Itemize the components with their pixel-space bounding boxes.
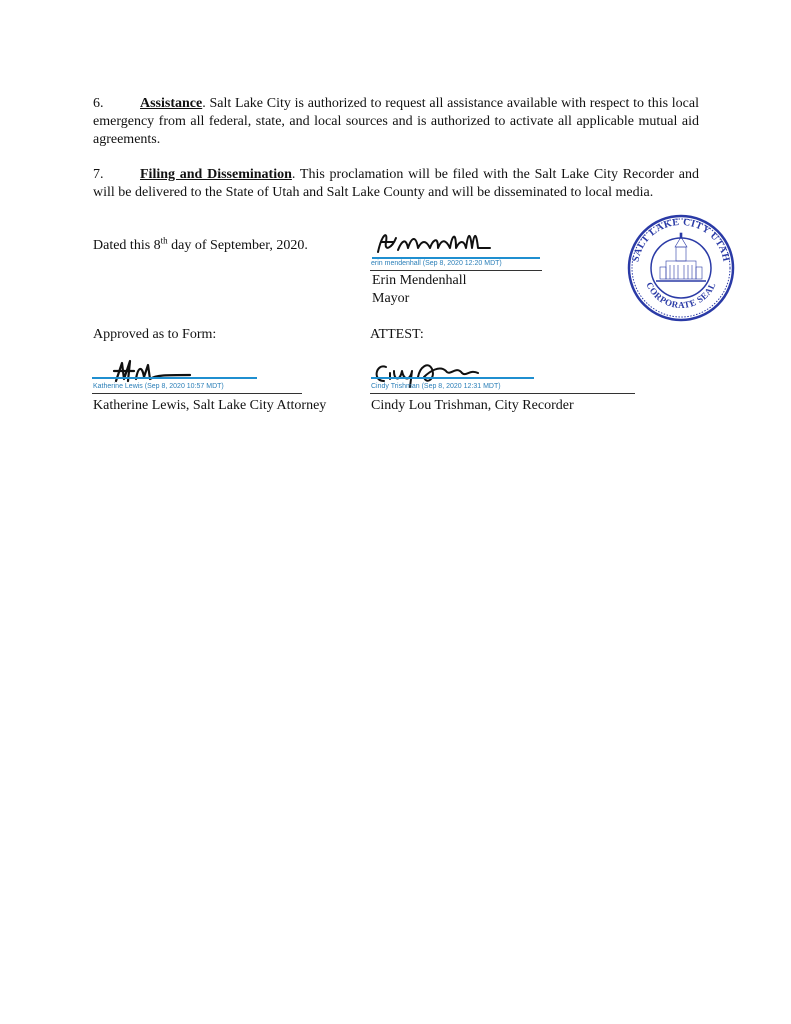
section-filing-dissemination bbox=[93, 166, 699, 202]
section-heading: Assistance bbox=[140, 96, 203, 111]
attorney-signature-line bbox=[92, 393, 302, 394]
mayor-signature-line bbox=[370, 270, 542, 271]
svg-text:CORPORATE SEAL bbox=[644, 280, 717, 310]
svg-text:SALT LAKE CITY UTAH bbox=[630, 217, 731, 263]
seal-top-text: SALT LAKE CITY UTAH bbox=[630, 216, 732, 263]
attorney-esign-underline bbox=[92, 377, 257, 379]
seal-bottom-text: CORPORATE SEAL bbox=[644, 280, 718, 311]
attest-label: ATTEST: bbox=[370, 327, 424, 342]
recorder-name-title: Cindy Lou Trishman, City Recorder bbox=[371, 398, 574, 413]
dated-prefix: Dated this 8 bbox=[93, 238, 161, 253]
section-heading: Filing and Dissemination bbox=[140, 167, 292, 182]
section-assistance bbox=[93, 95, 699, 149]
mayor-name: Erin Mendenhall bbox=[372, 273, 467, 288]
approved-as-to-form-label: Approved as to Form: bbox=[93, 327, 217, 342]
section-number: 6. bbox=[93, 96, 104, 111]
dated-line bbox=[93, 237, 308, 255]
dated-ordinal-suffix: th bbox=[160, 235, 168, 246]
mayor-signature bbox=[372, 226, 512, 260]
recorder-esign-underline bbox=[371, 377, 534, 379]
recorder-signature-line bbox=[370, 393, 635, 394]
recorder-esign-caption: Cindy Trishman (Sep 8, 2020 12:31 MDT) bbox=[371, 383, 501, 390]
mayor-title: Mayor bbox=[372, 291, 410, 306]
attorney-name-title: Katherine Lewis, Salt Lake City Attorney bbox=[93, 398, 327, 413]
section-body: . This proclamation will be filed with the Salt Lake City Recorder and will be delivered to the State of Utah and Salt Lake County and will be disseminated to local media. bbox=[93, 167, 699, 200]
section-body: . Salt Lake City is authorized to request all assistance available with respect to this local emergency from all federal, state, and local sources and is authorized to activate all applicable mutual aid agreements. bbox=[93, 96, 699, 147]
attorney-esign-caption: Katherine Lewis (Sep 8, 2020 10:57 MDT) bbox=[93, 383, 224, 390]
corporate-seal bbox=[620, 213, 742, 323]
mayor-esign-caption: erin mendenhall (Sep 8, 2020 12:20 MDT) bbox=[371, 260, 502, 267]
dated-rest: day of September, 2020. bbox=[167, 238, 308, 253]
seal-building-icon bbox=[656, 233, 706, 281]
section-number: 7. bbox=[93, 167, 104, 182]
